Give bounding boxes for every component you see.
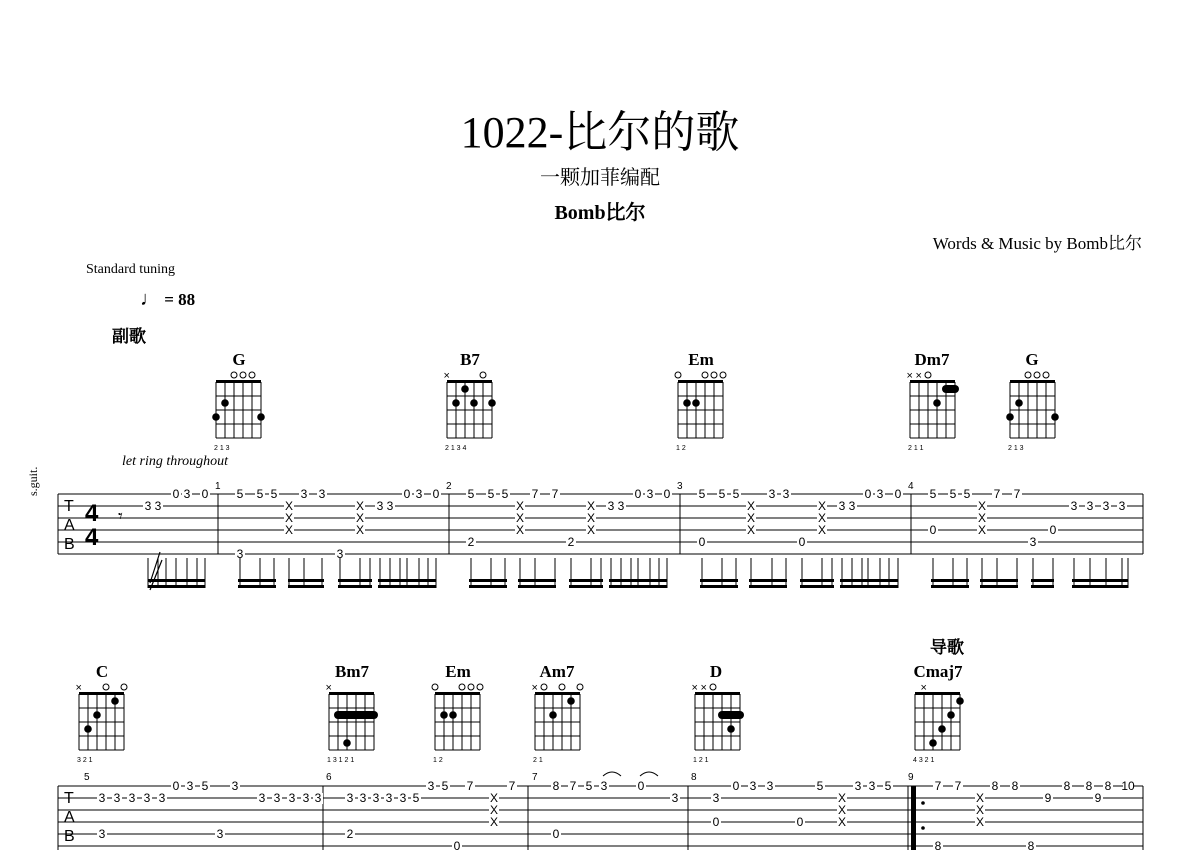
tab-note: X [746,511,756,525]
tab-note: X [284,511,294,525]
tab-note: X [977,511,987,525]
svg-text:×: × [915,370,922,382]
tab-notes-1 [143,487,1128,590]
tab-note: 7 [569,779,577,793]
tab-note: 3 [766,779,774,793]
tab-note: X [977,499,987,513]
finger-numbers: 2 1 3 [214,445,230,452]
tab-note: 3 [607,499,615,513]
tab-note: 3 [399,791,407,805]
tab-note: X [489,791,499,805]
tab-note: X [515,523,525,537]
finger-numbers: 2 1 [533,757,543,764]
tab-note: 3 [386,499,394,513]
tab-note: X [837,791,847,805]
measure-number: 7 [532,772,538,783]
chord-diagrams [76,370,1059,764]
chord-diagram [212,372,265,452]
tab-note: 3 [98,827,106,841]
chord-name: C [95,662,109,681]
tab-note: X [355,523,365,537]
chord-diagram [326,682,379,764]
tab-note: 3 [854,779,862,793]
chord-diagram [913,682,964,764]
tab-note: X [284,499,294,513]
tab-note: 5 [270,487,278,501]
svg-text:×: × [906,370,913,382]
tab-note: 3 [415,487,423,501]
tab-note: 3 [372,791,380,805]
tab-note: 3 [302,791,310,805]
chord-name: G [1025,350,1039,369]
chord-name: Em [688,350,714,369]
tab-note: 5 [585,779,593,793]
tab-note: 0 [929,523,937,537]
tab-note: 0 [663,487,671,501]
svg-text:A: A [64,809,75,826]
tab-note: 3 [128,791,136,805]
tab-note: X [489,803,499,817]
finger-numbers: 1 2 1 [693,757,709,764]
tab-note: 7 [934,779,942,793]
tab-note: X [817,511,827,525]
svg-text:×: × [531,682,538,694]
finger-numbers: 2 1 1 [908,445,924,452]
tab-note: 3 [143,791,151,805]
chord-name: Em [445,662,471,681]
tab-note: 8 [934,839,942,850]
tie-mark [640,772,658,776]
tab-note: 5 [467,487,475,501]
tab-note: 0 [172,487,180,501]
tab-note: 0 [634,487,642,501]
chord-name: D [709,662,723,681]
tab-note: 3 [216,827,224,841]
finger-numbers: 3 2 1 [77,757,93,764]
chord-diagram [76,682,128,764]
tab-note: 3 [231,779,239,793]
tab-note: X [817,499,827,513]
tab-note: 3 [848,499,856,513]
svg-text:×: × [691,682,698,694]
credits: Words & Music by Bomb比尔 [932,234,1142,253]
chord-name: Dm7 [914,350,950,369]
measure-number: 8 [691,772,697,783]
time-signature [85,500,99,551]
tab-note: 7 [508,779,516,793]
tab-note: 5 [256,487,264,501]
chord-diagram [532,682,584,764]
tab-note: 2 [346,827,354,841]
tab-note: 3 [1029,535,1037,549]
finger-numbers: 1 3 1 2 1 [327,757,355,764]
tab-note: 3 [314,791,322,805]
tab-note: 3 [1118,499,1126,513]
tab-note: 7 [466,779,474,793]
tab-note: 0 [201,487,209,501]
tab-note: 8 [1027,839,1035,850]
svg-text:×: × [443,370,450,382]
tab-note: 3 [376,499,384,513]
tempo-value: = 88 [164,290,196,309]
tab-note: 3 [300,487,308,501]
finger-numbers: 2 1 3 4 [445,445,467,452]
tab-note: 10 [1121,779,1135,793]
svg-text:×: × [325,682,332,694]
tab-note: 7 [531,487,539,501]
instrument-label: s.guit. [26,466,40,496]
tab-note: X [586,511,596,525]
svg-text:B: B [64,828,75,845]
measure-number: 6 [326,772,332,783]
tab-note: X [817,523,827,537]
tab-note: 9 [1044,791,1052,805]
tab-note: X [975,791,985,805]
tab-note: X [355,499,365,513]
tab-note: X [975,803,985,817]
measure-number: 1 [215,481,221,492]
tab-note: 3 [782,487,790,501]
tab-note: 3 [158,791,166,805]
tab-note: 0 [432,487,440,501]
tab-note: 0 [796,815,804,829]
chord-diagram [432,684,483,764]
tab-note: X [586,499,596,513]
tab-note: 3 [876,487,884,501]
tab-note: 3 [671,791,679,805]
tab-note: 3 [646,487,654,501]
tab-note: 0 [403,487,411,501]
rest-icon: 𝄾 [118,506,123,526]
tab-note: X [355,511,365,525]
chord-name: Am7 [539,662,575,681]
song-title: 1022-比尔的歌 [460,108,740,157]
repeat-dot [921,826,925,830]
finger-numbers: 4 3 2 1 [913,757,935,764]
tab-note: 7 [993,487,1001,501]
tab-note: 5 [929,487,937,501]
tab-note: 5 [884,779,892,793]
section-prechorus: 导歌 [930,638,964,657]
tab-note: 0 [732,779,740,793]
svg-text:×: × [700,682,707,694]
tab-note: 3 [1102,499,1110,513]
tab-note: 0 [637,779,645,793]
section-chorus: 副歌 [112,327,146,346]
chord-name: B7 [460,350,480,369]
chord-name: Cmaj7 [913,662,963,681]
tab-note: 3 [617,499,625,513]
measure-number: 2 [446,481,452,492]
measure-number: 5 [84,772,90,783]
tuning-label: Standard tuning [86,262,176,277]
tab-note: 3 [1086,499,1094,513]
tab-note: 0 [1049,523,1057,537]
tab-note: 3 [749,779,757,793]
arranger: 一颗加菲编配 [540,167,660,189]
tab-note: 5 [816,779,824,793]
tab-note: 3 [236,547,244,561]
tab-note: 5 [501,487,509,501]
tab-note: 3 [712,791,720,805]
tab-note: 0 [698,535,706,549]
tab-note: 7 [551,487,559,501]
svg-text:T: T [64,790,74,807]
tab-note: 5 [963,487,971,501]
chord-diagram [1006,372,1059,452]
finger-numbers: 1 2 [433,757,443,764]
tab-note: 0 [864,487,872,501]
chord-name: G [232,350,246,369]
tab-note: 5 [732,487,740,501]
tab-note: 5 [949,487,957,501]
tab-note: 2 [467,535,475,549]
tab-note: 8 [1063,779,1071,793]
tab-note: 7 [954,779,962,793]
tab-note: 0 [172,779,180,793]
quarter-note-icon: ♩ [140,288,160,310]
tab-note: 5 [441,779,449,793]
tab-note: 5 [412,791,420,805]
tab-note: 8 [1104,779,1112,793]
tab-note: 3 [98,791,106,805]
tab-note: 3 [144,499,152,513]
tab-note: 3 [183,487,191,501]
tab-clef [64,790,75,845]
tab-note: X [977,523,987,537]
tab-note: 3 [113,791,121,805]
tie-mark [603,772,621,776]
let-ring-direction: let ring throughout [122,454,229,469]
tab-note: 3 [186,779,194,793]
measure-number: 4 [908,481,914,492]
tab-note: 0 [798,535,806,549]
tab-note: X [746,523,756,537]
tab-note: 8 [991,779,999,793]
time-sig-top: 4 [85,500,99,527]
tab-note: 0 [712,815,720,829]
finger-numbers: 1 2 [676,445,686,452]
tab-note: 5 [487,487,495,501]
chord-diagram [907,370,960,452]
tab-note: 8 [552,779,560,793]
chord-name: Bm7 [335,662,369,681]
tab-note: X [586,523,596,537]
svg-text:A: A [64,517,75,534]
tab-note: 3 [385,791,393,805]
tab-note: X [284,523,294,537]
tab-note: X [837,803,847,817]
tab-note: X [837,815,847,829]
tab-note: 3 [427,779,435,793]
tab-note: 8 [1085,779,1093,793]
chord-diagram [675,372,726,452]
measure-number: 3 [677,481,683,492]
tab-note: 3 [336,547,344,561]
tab-note: 8 [1011,779,1019,793]
tab-note: 3 [768,487,776,501]
tab-note: 3 [600,779,608,793]
tab-note: 0 [552,827,560,841]
tab-note: 3 [288,791,296,805]
svg-text:B: B [64,536,75,553]
tab-note: X [746,499,756,513]
tab-note: 3 [1070,499,1078,513]
tab-note: 3 [154,499,162,513]
measure-number: 9 [908,772,914,783]
tab-note: 9 [1094,791,1102,805]
tab-note: 3 [273,791,281,805]
repeat-barline [911,786,916,850]
tab-note: 5 [718,487,726,501]
tab-note: X [515,511,525,525]
finger-numbers: 2 1 3 [1008,445,1024,452]
artist: Bomb比尔 [554,202,646,224]
tab-note: 5 [698,487,706,501]
tab-note: 3 [868,779,876,793]
tab-note: 3 [346,791,354,805]
tab-clef [64,498,75,553]
tab-note: 5 [201,779,209,793]
tab-note: X [489,815,499,829]
tab-note: 2 [567,535,575,549]
tab-notes-2 [97,779,1135,850]
tab-note: X [975,815,985,829]
svg-text:T: T [64,498,74,515]
tab-note: 0 [453,839,461,850]
tab-note: 7 [1013,487,1021,501]
tab-note: 3 [258,791,266,805]
tab-note: 3 [838,499,846,513]
chord-diagram [444,370,496,452]
svg-text:×: × [920,682,927,694]
chord-diagram [692,682,745,764]
tab-note: 5 [236,487,244,501]
time-sig-bottom: 4 [85,524,99,551]
tab-note: 3 [318,487,326,501]
tab-note: 0 [894,487,902,501]
tab-note: X [515,499,525,513]
tab-note: 3 [359,791,367,805]
repeat-dot [921,801,925,805]
svg-text:×: × [75,682,82,694]
